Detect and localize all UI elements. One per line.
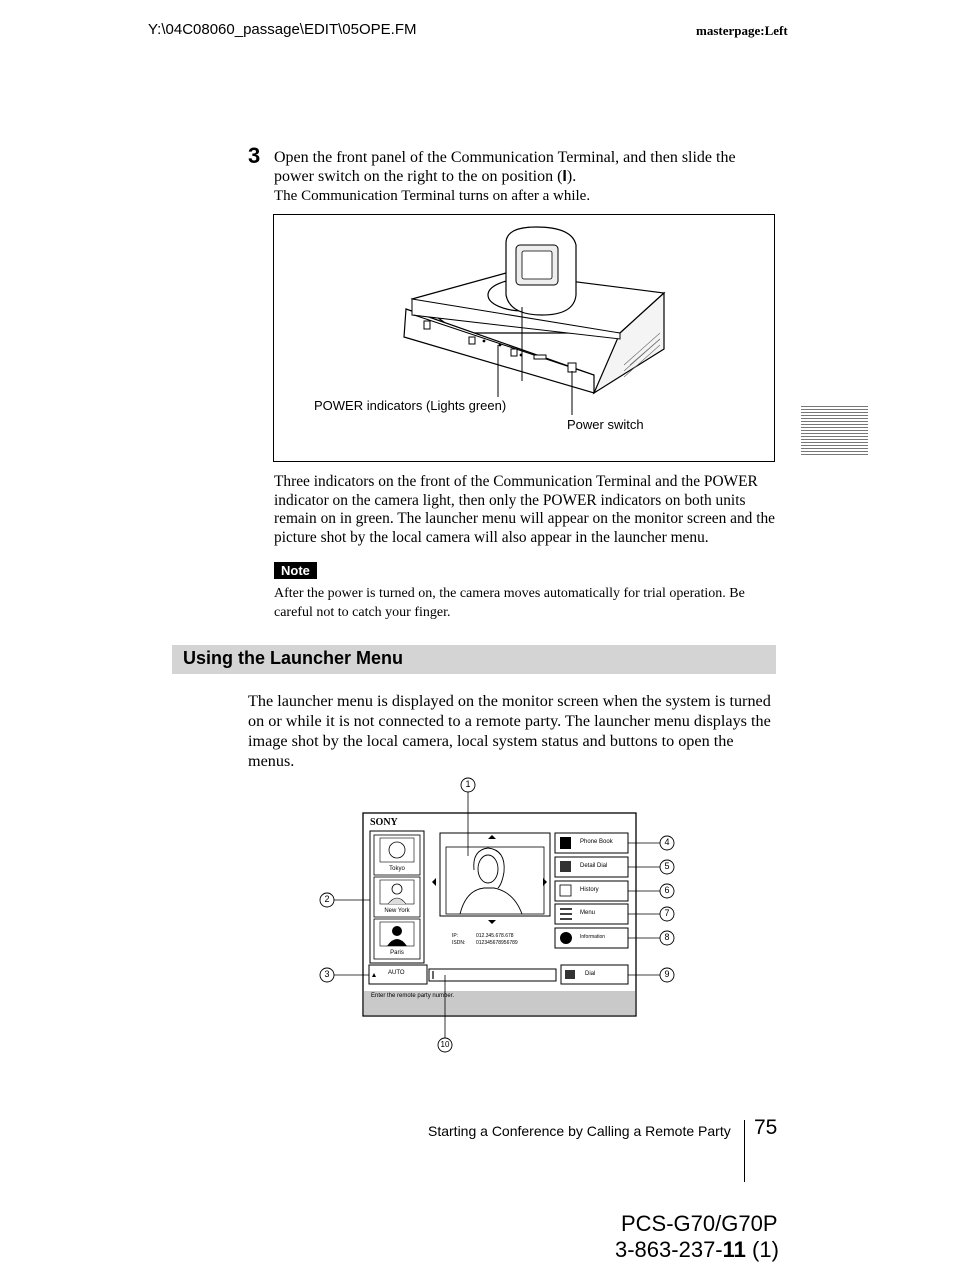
callout-7: 7 (664, 908, 670, 918)
callout-4: 4 (664, 837, 670, 847)
power-indicators-label: POWER indicators (Lights green) (314, 398, 507, 413)
note-text: After the power is turned on, the camera moves automatically for trial operation. Be careful not to catch your finger. (274, 586, 745, 620)
dial-button[interactable]: Dial (585, 971, 596, 977)
footer-section-title: Starting a Conference by Calling a Remote Party (428, 1123, 731, 1139)
masterpage-label: masterpage:Left (696, 23, 788, 38)
mode-selector[interactable]: AUTO (388, 970, 405, 976)
contact-tokyo[interactable]: Tokyo (389, 866, 405, 872)
step-text-before: Open the front panel of the Communication Terminal, and then slide the power switch on the right to the on position ( (274, 149, 736, 185)
menu-button[interactable]: Menu (580, 910, 596, 916)
callout-9: 9 (664, 969, 670, 979)
step-number: 3 (248, 143, 261, 168)
step-instruction (274, 148, 779, 186)
callout-2: 2 (324, 894, 330, 904)
code-suffix: (1) (745, 1237, 779, 1262)
contact-paris[interactable]: Paris (390, 950, 404, 956)
history-button[interactable]: History (580, 887, 599, 893)
callout-1: 1 (465, 779, 471, 789)
file-path-header: Y:\04C08060_passage\EDIT\05OPE.FM (148, 21, 417, 38)
callout-10: 10 (440, 1040, 450, 1049)
on-symbol: I (562, 168, 567, 185)
callout-6: 6 (664, 885, 670, 895)
note-badge: Note (274, 562, 317, 579)
terminal-drawing (274, 215, 774, 461)
information-button[interactable]: Information (580, 934, 606, 940)
ip-value: 012.345.678.678 (476, 933, 514, 939)
model-number: PCS-G70/G70P (621, 1211, 778, 1236)
launcher-menu-diagram (310, 772, 690, 1062)
code-prefix: 3-863-237- (615, 1237, 723, 1262)
ip-label: IP: (452, 933, 459, 939)
step-text-after: ). (566, 168, 577, 185)
detail-dial-button[interactable]: Detail Dial (580, 863, 608, 869)
section-title: Using the Launcher Menu (183, 648, 404, 668)
isdn-label: ISDN: (452, 940, 466, 946)
step-result: The Communication Terminal turns on after a while. (274, 188, 591, 204)
indicator-paragraph: Three indicators on the front of the Communication Terminal and the POWER indicator on the camera light, then only the POWER indicators on both units remain on in green. The launcher menu will appear on the monitor screen and the picture shot by the local camera will also appear in the launcher menu. (274, 473, 776, 546)
phone-book-button[interactable]: Phone Book (580, 839, 613, 845)
isdn-value: 012345678956789 (476, 940, 518, 946)
sony-logo: SONY (370, 817, 398, 828)
page-number: 75 (754, 1116, 778, 1139)
document-code (615, 1237, 779, 1263)
callout-5: 5 (664, 861, 670, 871)
callout-8: 8 (664, 932, 670, 942)
launcher-intro-paragraph: The launcher menu is displayed on the monitor screen when the system is turned on or while it is not connected to a remote party. The launcher menu displays the image shot by the local camera, local system status and buttons to open the menus. (248, 692, 771, 770)
status-message: Enter the remote party number. (371, 993, 455, 999)
chapter-tab (801, 406, 868, 457)
terminal-illustration (273, 214, 775, 462)
power-switch-label: Power switch (567, 417, 644, 432)
callout-3: 3 (324, 969, 330, 979)
code-bold: 11 (722, 1237, 746, 1262)
launcher-frame-drawing (310, 772, 690, 1062)
footer-divider (744, 1120, 745, 1182)
contact-new-york[interactable]: New York (384, 908, 410, 914)
